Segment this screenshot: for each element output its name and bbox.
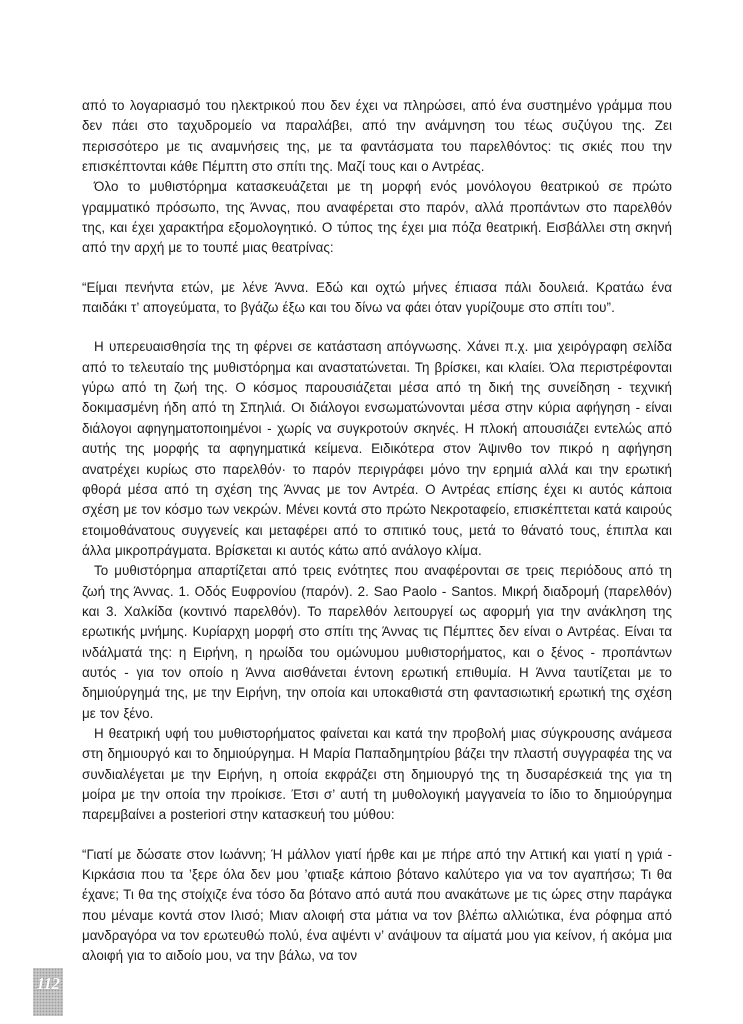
block-quote-2: “Γιατί με δώσατε στον Ιωάννη; Ή μάλλον γιατί ήρθε και με πήρε από την Αττική και γιατί η γριά - Κιρκάσια που τα ’ξερε όλα δεν μου ’φτιαξε κάποιο βότανο καλύτερο για να τον αγαπήσω; Τι θα έχανε; Τι θα της στοίχιζε ένα τόσο δα βότανο από αυτά που ανακάτωνε με τις ώρες στην παράγκα που μέναμε κοντά στον Ιλισό; Μιαν αλοιφή στα μάτια να τον βλέπω αλλιώτικα, ένα ρόφημα από μανδραγόρα να τον ερωτευθώ πολύ, ένα αψέντι ν’ ανάψουν τα αίματά μου για κείνον, ή ακόμα μια αλοιφή για το αιδοίο μου, να την βάλω, να τον	[82, 846, 672, 964]
main-text-block	[82, 96, 672, 967]
page-number: 112	[36, 974, 60, 993]
paragraph-1: από το λογαριασμό του ηλεκτρικού που δεν έχει να πληρώσει, από ένα συστημένο γράμμα που δεν πάει στο ταχυδρομείο να παραλάβει, από την ανάμνηση του τέως συζύγου της. Ζει περισσότερο με τις αναμνήσεις της, με τα φαντάσματα του παρελθόντος: τις σκιές που την επισκέπτονται κάθε Πέμπτη στο σπίτι της. Μαζί τους και ο Αντρέας.	[82, 98, 672, 175]
paragraph-4: Το μυθιστόρημα απαρτίζεται από τρεις ενότητες που αναφέρονται σε τρεις περιόδους από τη ζωή της Άννας. 1. Οδός Ευφρονίου (παρόν). 2. Sao Paolo - Santos. Μικρή διαδρομή (παρελθόν) και 3. Χαλκίδα (κοντινό παρελθόν). Το παρελθόν λειτουργεί ως αφορμή για την ανάκληση της ερωτικής μνήμης. Κυρίαρχη μορφή στο σπίτι της Άννας τις Πέμπτες δεν είναι ο Αντρέας. Είναι τα ινδάλματά της: η Ειρήνη, η ηρωίδα του ομώνυμου μυθιστορήματος, και ο ξένος - προπάντων αυτός - για τον οποίο η Άννα αισθάνεται έντονη ερωτική επιθυμία. Η Άννα ταυτίζεται με το δημιούργημά της, με την Ειρήνη, την οποία και υποκαθιστά στη φαντασιωτική ερωτική της σχέση με τον ξένο.	[82, 563, 672, 721]
block-quote-1: “Είμαι πενήντα ετών, με λένε Άννα. Εδώ και οχτώ μήνες έπιασα πάλι δουλειά. Κρατάω ένα παιδάκι τ’ απογεύματα, το βγάζω έξω και του δίνω να φάει όταν γυρίζουμε στο σπίτι του”.	[82, 279, 672, 316]
paragraph-2: Όλο το μυθιστόρημα κατασκευάζεται με τη μορφή ενός μονόλογου θεατρικού σε πρώτο γραμματικό πρόσωπο, της Άννας, που αναφέρεται στο παρόν, αλλά προπάντων στο παρελθόν της, και έχει χαρακτήρα εξομολογητικό. Ο τύπος της έχει μια πόζα θεατρική. Εισβάλλει στη σκηνή από την αρχή με το τουπέ μιας θεατρίνας:	[82, 179, 672, 256]
paragraph-5: Η θεατρική υφή του μυθιστορήματος φαίνεται και κατά την προβολή μιας σύγκρουσης ανάμεσα στη δημιουργό και το δημιούργημα. Η Μαρία Παπαδημητρίου βάζει την πλαστή συγγραφέα της να συνδιαλέγεται με την Ειρήνη, η οποία εκφράζει στη δημιουργό της τη δυσαρέσκειά της για τη μοίρα με την οποία την προίκισε. Έτσι σ’ αυτή τη μυθολογική μαγγανεία το ίδιο το δημιούργημα παρεμβαίνει a posteriori στην κατασκευή του μύθου:	[82, 725, 672, 823]
paragraph-3: Η υπερευαισθησία της τη φέρνει σε κατάσταση απόγνωσης. Χάνει π.χ. μια χειρόγραφη σελίδα από το τελευταίο της μυθιστόρημα και αναστατώνεται. Τη βρίσκει, και κλαίει. Όλα περιστρέφονται γύρω από τη ζωή της. Ο κόσμος παρουσιάζεται μέσα από τη δική της συνείδηση - τεχνική δοκιμασμένη ήδη από τη Σπηλιά. Οι διάλογοι ενσωματώνονται μέσα στην κύρια αφήγηση - είναι διάλογοι αφηγηματοποιημένοι - χωρίς να συγκροτούν σκηνές. Η πλοκή απουσιάζει εντελώς από αυτής της μορφής τα αφηγηματικά κείμενα. Ειδικότερα στον Άψινθο τον πικρό η αφήγηση ανατρέχει κυρίως στο παρελθόν· το παρόν περιγράφει μόνο την ερημιά αλλά και την ερωτική φθορά μέσα από τη σχέση της Άννας με τον Αντρέα. Ο Αντρέας επίσης έχει κι αυτός κάποια σχέση με τον κόσμο των νεκρών. Μένει κοντά στο πρώτο Νεκροταφείο, επισκέπτεται κατά καιρούς ετοιμοθάνατους συγγενείς και μεταφέρει από το σπιτικό τους, μετά το θάνατό τους, έπιπλα και άλλα μικροπράγματα. Βρίσκεται κι αυτός κάτω από ανάλογο κλίμα.	[82, 339, 672, 558]
page-number-box	[33, 968, 63, 1016]
